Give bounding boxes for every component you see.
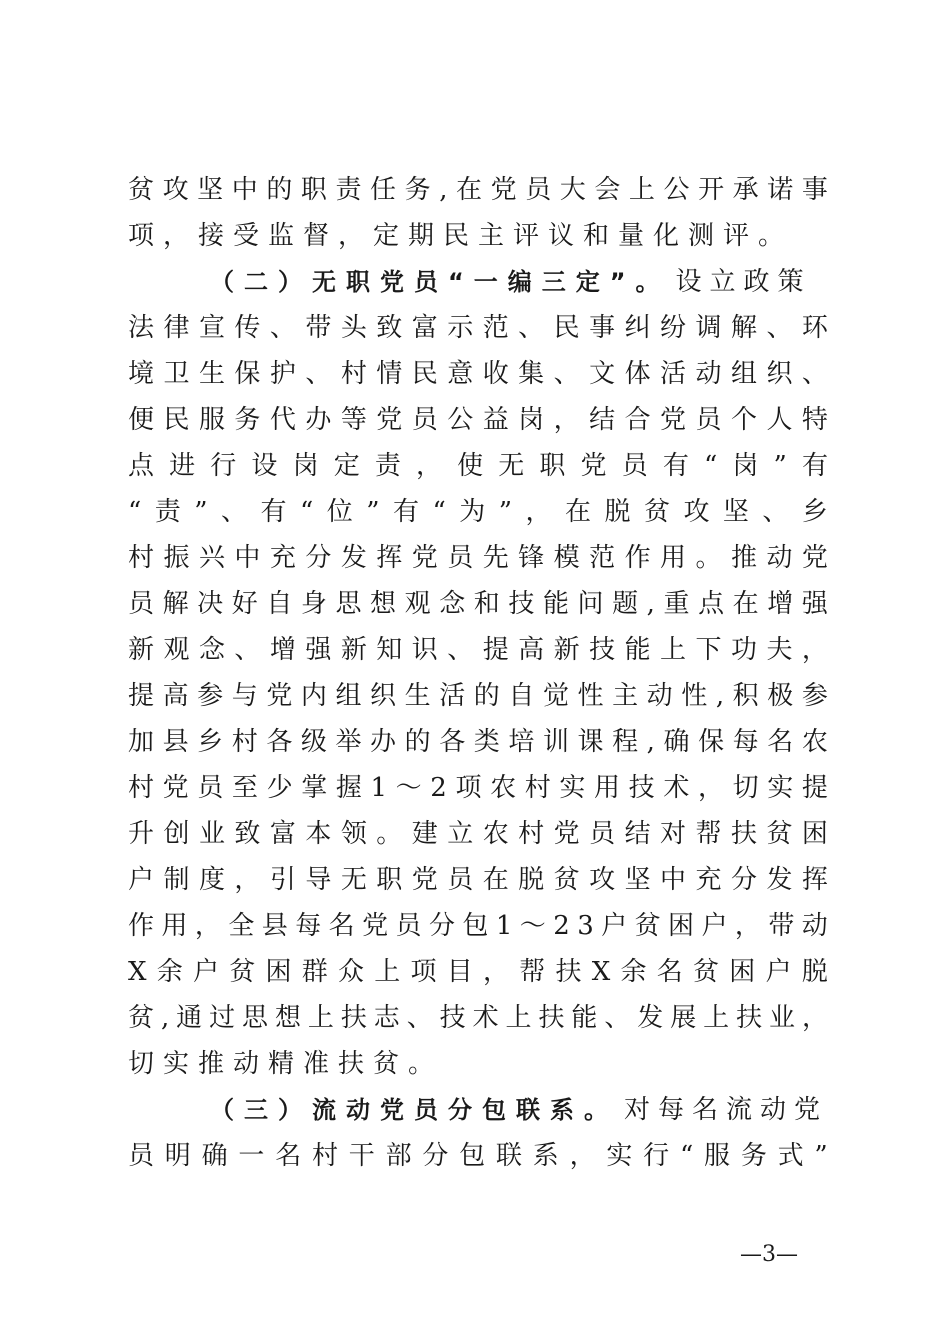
text-line	[128, 949, 828, 995]
line-text: 法 律 宣 传 、 带 头 致 富 示 范 、 民 事 纠 纷 调 解 、 环	[128, 313, 828, 343]
section-2-heading-line	[128, 259, 828, 305]
text-line	[128, 443, 828, 489]
line-text: 提 高 参 与 党 内 组 织 生 活 的 自 觉 性 主 动 性 , 积 极 参	[128, 681, 828, 711]
page-number: —3—	[740, 1242, 798, 1267]
text-line	[128, 719, 828, 765]
heading-continuation: 对每名流动党	[624, 1095, 829, 1125]
line-text: 加 县 乡 村 各 级 举 办 的 各 类 培 训 课 程 , 确 保 每 名 农	[128, 727, 828, 757]
line-text: 贫 攻 坚 中 的 职 责 任 务 , 在 党 员 大 会 上 公 开 承 诺 事	[128, 175, 828, 205]
text-line	[128, 305, 828, 351]
section-heading: （二）无职党员“一编三定”。	[210, 268, 670, 296]
text-line	[128, 673, 828, 719]
text-line	[128, 489, 828, 535]
text-line	[128, 535, 828, 581]
text-line	[128, 213, 828, 259]
text-line	[128, 1041, 828, 1087]
line-text: X 余 户 贫 困 群 众 上 项 目 ， 帮 扶 X 余 名 贫 困 户 脱	[128, 957, 828, 987]
line-text: 升 创 业 致 富 本 领 。 建 立 农 村 党 员 结 对 帮 扶 贫 困	[128, 819, 828, 849]
line-text: 村 振 兴 中 充 分 发 挥 党 员 先 锋 模 范 作 用 。 推 动 党	[128, 543, 828, 573]
text-line	[128, 995, 828, 1041]
line-text: 境 卫 生 保 护 、 村 情 民 意 收 集 、 文 体 活 动 组 织 、	[128, 359, 828, 389]
line-text: 便 民 服 务 代 办 等 党 员 公 益 岗 ， 结 合 党 员 个 人 特	[128, 405, 828, 435]
line-text: 点 进 行 设 岗 定 责 ， 使 无 职 党 员 有 “ 岗 ” 有	[128, 451, 828, 481]
line-text: 切实推动精准扶贫。	[128, 1049, 444, 1079]
line-text: 贫 , 通 过 思 想 上 扶 志 、 技 术 上 扶 能 、 发 展 上 扶 业 ，	[128, 1003, 828, 1033]
line-text: 户 制 度 ， 引 导 无 职 党 员 在 脱 贫 攻 坚 中 充 分 发 挥	[128, 865, 828, 895]
document-body	[128, 167, 828, 1179]
text-line	[128, 581, 828, 627]
line-text: 项，接受监督，定期民主评议和量化测评。	[128, 221, 794, 251]
text-line	[128, 857, 828, 903]
line-text: 村 党 员 至 少 掌 握 1 ～ 2 项 农 村 实 用 技 术 ， 切 实 提	[128, 773, 828, 803]
text-line	[128, 397, 828, 443]
line-text: 新 观 念 、 增 强 新 知 识 、 提 高 新 技 能 上 下 功 夫 ，	[128, 635, 828, 665]
text-line	[128, 627, 828, 673]
heading-continuation: 设立政策	[675, 267, 812, 297]
text-line	[128, 811, 828, 857]
line-text: 员 明 确 一 名 村 干 部 分 包 联 系 ， 实 行 “ 服 务 式 ”	[128, 1141, 828, 1171]
text-line	[128, 351, 828, 397]
text-line	[128, 1133, 828, 1179]
section-3-heading-line	[128, 1087, 828, 1133]
text-line	[128, 167, 828, 213]
text-line	[128, 765, 828, 811]
line-text: 作 用 ， 全 县 每 名 党 员 分 包 1 ～ 2 3 户 贫 困 户 ， 带 动	[128, 911, 828, 941]
line-text: 员 解 决 好 自 身 思 想 观 念 和 技 能 问 题 , 重 点 在 增 强	[128, 589, 828, 619]
line-text: “ 责 ” 、 有 “ 位 ” 有 “ 为 ” ， 在 脱 贫 攻 坚 、 乡	[128, 497, 828, 527]
section-heading: （三）流动党员分包联系。	[210, 1096, 618, 1124]
text-line	[128, 903, 828, 949]
